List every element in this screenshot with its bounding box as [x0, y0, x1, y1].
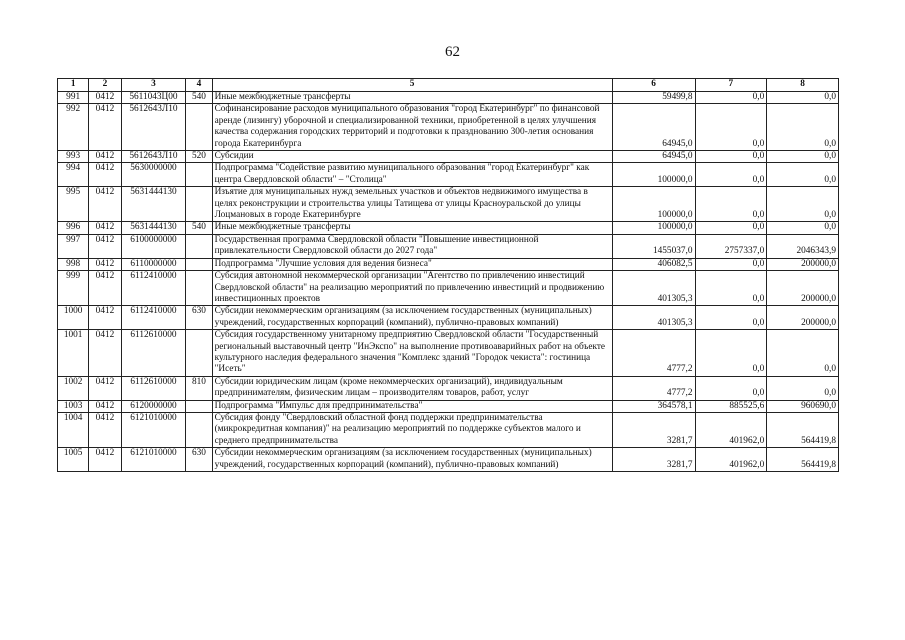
row-number: 1000 — [58, 306, 89, 330]
row-number: 1003 — [58, 400, 89, 412]
target-item-code: 6112410000 — [121, 271, 186, 306]
item-name: Субсидия фонду "Свердловский областной фонд поддержки предпринимательства (микрокредитная компания)" на реализацию мероприятий по поддержке субъектов малого и среднего предпринимательства — [212, 412, 612, 447]
amount-column-6: 401305,3 — [612, 306, 695, 330]
table-row — [58, 448, 839, 472]
section-code: 0412 — [89, 412, 121, 447]
column-header: 2 — [89, 79, 121, 92]
section-code: 0412 — [89, 151, 121, 163]
amount-column-6: 100000,0 — [612, 222, 695, 234]
expense-type-code: 540 — [186, 92, 212, 104]
item-name: Субсидии некоммерческим организациям (за исключением государственных (муниципальных) учреждений, государственных корпораций (компаний), публично-правовых компаний) — [212, 448, 612, 472]
expense-type-code — [186, 271, 212, 306]
section-code: 0412 — [89, 234, 121, 258]
amount-column-7: 0,0 — [695, 258, 767, 270]
item-name: Субсидии — [212, 151, 612, 163]
amount-column-8: 200000,0 — [767, 271, 839, 306]
amount-column-6: 3281,7 — [612, 412, 695, 447]
target-item-code: 5611043Ц00 — [121, 92, 186, 104]
amount-column-8: 960690,0 — [767, 400, 839, 412]
row-number: 992 — [58, 104, 89, 151]
column-header: 7 — [695, 79, 767, 92]
row-number: 994 — [58, 163, 89, 187]
section-code: 0412 — [89, 448, 121, 472]
target-item-code: 6112610000 — [121, 330, 186, 377]
amount-column-8: 0,0 — [767, 104, 839, 151]
amount-column-7: 0,0 — [695, 271, 767, 306]
amount-column-7: 0,0 — [695, 163, 767, 187]
amount-column-6: 100000,0 — [612, 163, 695, 187]
row-number: 993 — [58, 151, 89, 163]
amount-column-8: 0,0 — [767, 222, 839, 234]
item-name: Субсидия государственному унитарному предприятию Свердловской области "Государственный региональный выставочный центр "ИнЭкспо" на выполнение противоаварийных работ на объекте культурного наследия федерального значения "Комплекс зданий "Городок чекиста": гостиница "Исеть" — [212, 330, 612, 377]
expense-type-code — [186, 330, 212, 377]
amount-column-7: 0,0 — [695, 187, 767, 222]
amount-column-8: 0,0 — [767, 187, 839, 222]
amount-column-6: 364578,1 — [612, 400, 695, 412]
table-row — [58, 271, 839, 306]
expense-type-code: 520 — [186, 151, 212, 163]
target-item-code: 5631444130 — [121, 187, 186, 222]
table-row — [58, 400, 839, 412]
amount-column-7: 0,0 — [695, 330, 767, 377]
amount-column-6: 3281,7 — [612, 448, 695, 472]
section-code: 0412 — [89, 330, 121, 377]
table-row — [58, 330, 839, 377]
expense-type-code: 540 — [186, 222, 212, 234]
column-header: 1 — [58, 79, 89, 92]
row-number: 997 — [58, 234, 89, 258]
table-row — [58, 376, 839, 400]
table-row — [58, 187, 839, 222]
table-row — [58, 104, 839, 151]
target-item-code: 6121010000 — [121, 412, 186, 447]
target-item-code: 6112410000 — [121, 306, 186, 330]
target-item-code: 6100000000 — [121, 234, 186, 258]
amount-column-7: 0,0 — [695, 151, 767, 163]
table-row — [58, 258, 839, 270]
section-code: 0412 — [89, 400, 121, 412]
amount-column-7: 0,0 — [695, 104, 767, 151]
item-name: Изъятие для муниципальных нужд земельных участков и объектов недвижимого имущества в целях реконструкции и строительства улицы Татищева от улицы Красноуральской до улицы Лоцмановых в городе Екатеринбурге — [212, 187, 612, 222]
target-item-code: 5631444130 — [121, 222, 186, 234]
section-code: 0412 — [89, 163, 121, 187]
amount-column-7: 401962,0 — [695, 448, 767, 472]
amount-column-8: 0,0 — [767, 163, 839, 187]
target-item-code: 5612643Л10 — [121, 104, 186, 151]
item-name: Субсидии некоммерческим организациям (за исключением государственных (муниципальных) учреждений, государственных корпораций (компаний), публично-правовых компаний) — [212, 306, 612, 330]
amount-column-6: 406082,5 — [612, 258, 695, 270]
expense-type-code — [186, 400, 212, 412]
item-name: Субсидии юридическим лицам (кроме некоммерческих организаций), индивидуальным предпринимателям, физическим лицам – производителям товаров, работ, услуг — [212, 376, 612, 400]
amount-column-6: 1455037,0 — [612, 234, 695, 258]
expense-type-code — [186, 163, 212, 187]
amount-column-6: 64945,0 — [612, 151, 695, 163]
row-number: 995 — [58, 187, 89, 222]
table-row — [58, 412, 839, 447]
header-row — [58, 79, 839, 92]
section-code: 0412 — [89, 92, 121, 104]
expense-type-code — [186, 104, 212, 151]
page-number: 62 — [445, 44, 460, 60]
amount-column-7: 2757337,0 — [695, 234, 767, 258]
table-row — [58, 306, 839, 330]
expense-type-code — [186, 187, 212, 222]
column-header: 5 — [212, 79, 612, 92]
table-row — [58, 92, 839, 104]
section-code: 0412 — [89, 104, 121, 151]
row-number: 991 — [58, 92, 89, 104]
expense-type-code — [186, 234, 212, 258]
section-code: 0412 — [89, 271, 121, 306]
amount-column-7: 0,0 — [695, 306, 767, 330]
item-name: Иные межбюджетные трансферты — [212, 92, 612, 104]
target-item-code: 6120000000 — [121, 400, 186, 412]
amount-column-6: 401305,3 — [612, 271, 695, 306]
expense-type-code — [186, 258, 212, 270]
amount-column-7: 401962,0 — [695, 412, 767, 447]
amount-column-8: 0,0 — [767, 151, 839, 163]
item-name: Софинансирование расходов муниципального образования "город Екатеринбург" по финансовой аренде (лизингу) уборочной и специализированной техники, приобретенной в целях улучшения качества содержания городских территорий и подготовки к празднованию 300-летия основания города Екатеринбурга — [212, 104, 612, 151]
row-number: 999 — [58, 271, 89, 306]
item-name: Субсидия автономной некоммерческой организации "Агентство по привлечению инвестиций Свердловской области" на реализацию мероприятий по привлечению инвестиций и продвижению инвестиционных проектов — [212, 271, 612, 306]
amount-column-6: 4777,2 — [612, 330, 695, 377]
amount-column-8: 0,0 — [767, 92, 839, 104]
expense-type-code — [186, 412, 212, 447]
section-code: 0412 — [89, 222, 121, 234]
column-header: 8 — [767, 79, 839, 92]
row-number: 1004 — [58, 412, 89, 447]
amount-column-6: 100000,0 — [612, 187, 695, 222]
amount-column-8: 0,0 — [767, 376, 839, 400]
row-number: 1005 — [58, 448, 89, 472]
column-header: 6 — [612, 79, 695, 92]
amount-column-7: 0,0 — [695, 376, 767, 400]
item-name: Иные межбюджетные трансферты — [212, 222, 612, 234]
amount-column-8: 564419,8 — [767, 412, 839, 447]
column-header: 4 — [186, 79, 212, 92]
section-code: 0412 — [89, 258, 121, 270]
row-number: 998 — [58, 258, 89, 270]
amount-column-6: 59499,8 — [612, 92, 695, 104]
section-code: 0412 — [89, 306, 121, 330]
table-row — [58, 151, 839, 163]
budget-table — [57, 78, 839, 472]
amount-column-7: 0,0 — [695, 222, 767, 234]
amount-column-7: 0,0 — [695, 92, 767, 104]
table-row — [58, 163, 839, 187]
target-item-code: 6110000000 — [121, 258, 186, 270]
column-header: 3 — [121, 79, 186, 92]
expense-type-code: 810 — [186, 376, 212, 400]
target-item-code: 6121010000 — [121, 448, 186, 472]
amount-column-7: 885525,6 — [695, 400, 767, 412]
section-code: 0412 — [89, 376, 121, 400]
item-name: Подпрограмма "Содействие развитию муниципального образования "город Екатеринбург" как центра Свердловской области" – "Столица" — [212, 163, 612, 187]
row-number: 996 — [58, 222, 89, 234]
amount-column-8: 200000,0 — [767, 306, 839, 330]
table-row — [58, 234, 839, 258]
expense-type-code: 630 — [186, 448, 212, 472]
target-item-code: 6112610000 — [121, 376, 186, 400]
amount-column-8: 2046343,9 — [767, 234, 839, 258]
amount-column-8: 200000,0 — [767, 258, 839, 270]
row-number: 1001 — [58, 330, 89, 377]
expense-type-code: 630 — [186, 306, 212, 330]
amount-column-8: 0,0 — [767, 330, 839, 377]
amount-column-6: 64945,0 — [612, 104, 695, 151]
amount-column-8: 564419,8 — [767, 448, 839, 472]
item-name: Подпрограмма "Импульс для предпринимательства" — [212, 400, 612, 412]
section-code: 0412 — [89, 187, 121, 222]
target-item-code: 5612643Л10 — [121, 151, 186, 163]
target-item-code: 5630000000 — [121, 163, 186, 187]
item-name: Государственная программа Свердловской области "Повышение инвестиционной привлекательности Свердловской области до 2027 года" — [212, 234, 612, 258]
amount-column-6: 4777,2 — [612, 376, 695, 400]
row-number: 1002 — [58, 376, 89, 400]
item-name: Подпрограмма "Лучшие условия для ведения бизнеса" — [212, 258, 612, 270]
table-row — [58, 222, 839, 234]
